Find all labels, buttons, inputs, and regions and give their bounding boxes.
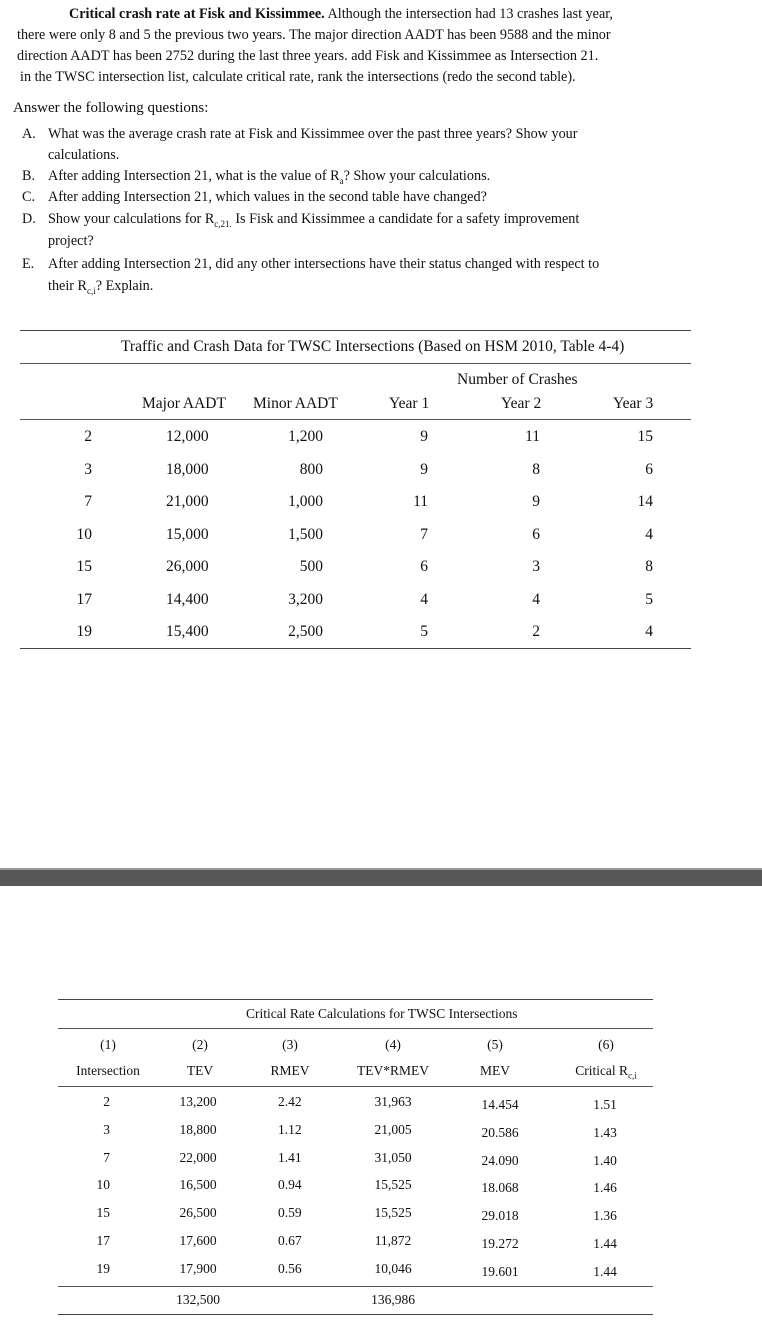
- table2-cell-tev: 16,500: [179, 1177, 217, 1193]
- table1-header-year3: Year 3: [613, 395, 654, 412]
- table1-cell-major: 14,400: [166, 590, 209, 608]
- table2-cell-crit: 1.36: [593, 1208, 617, 1224]
- table2-col-number: (6): [598, 1037, 614, 1052]
- table1-cell-y3: 14: [637, 493, 653, 510]
- question-d-letter: D.: [22, 211, 36, 227]
- problem-title: Critical crash rate at Fisk and Kissimmee.: [69, 6, 325, 22]
- table2-cell-id: 10: [96, 1177, 110, 1193]
- table2-cell-id: 3: [103, 1121, 110, 1137]
- table1-cell-y2: 9: [532, 493, 540, 510]
- table2-cell-id: 2: [103, 1094, 110, 1109]
- table2-col-label: MEV: [480, 1063, 510, 1078]
- table2-cell-mev: 29.018: [481, 1208, 519, 1224]
- question-a-text: What was the average crash rate at Fisk and Kissimmee over the past three years? Show your: [48, 126, 578, 142]
- table2-col-label: TEV: [186, 1063, 214, 1078]
- question-e-text-cont: their $R_{c,i}$? Explain.: [48, 278, 154, 296]
- table2-title-rule: [58, 1028, 653, 1029]
- table1-cell-minor: 3,200: [288, 590, 323, 608]
- table2-cell-rmev: 0.59: [278, 1205, 302, 1221]
- question-c-letter: C.: [22, 189, 36, 205]
- table2-cell-tev: 22,000: [179, 1149, 217, 1165]
- table2-cell-mev: 18.068: [481, 1180, 519, 1196]
- table1-cell-minor: 800: [299, 460, 323, 478]
- table2-cell-rmev: 2.42: [278, 1094, 302, 1109]
- table2-cell-id: 17: [96, 1233, 110, 1248]
- problem-text: Although the intersection had 13 crashes last year,: [327, 6, 613, 22]
- table2-col-number: (2): [192, 1037, 208, 1052]
- table2-cell-prod: 11,872: [374, 1233, 412, 1248]
- table2-title: Critical Rate Calculations for TWSC Intersections: [246, 1006, 518, 1021]
- table1-cell-minor: 1,000: [288, 493, 323, 510]
- table2-cell-rmev: 0.56: [278, 1260, 302, 1276]
- table1-cell-y1: 5: [420, 623, 428, 640]
- table2-cell-tev: 26,500: [179, 1205, 217, 1221]
- problem-line-2: there were only 8 and 5 the previous two years. The major direction AADT has been 9588 and the minor: [17, 27, 611, 43]
- table2-col-label: TEV*RMEV: [357, 1063, 429, 1078]
- table1-cell-minor: 1,200: [288, 428, 323, 445]
- table2-col-label: RMEV: [270, 1063, 310, 1078]
- problem-line-1: [69, 4, 613, 24]
- table2-total-rule: [58, 1286, 653, 1287]
- table1-cell-y3: 4: [645, 525, 653, 543]
- table1-cell-minor: 500: [299, 558, 323, 575]
- table1-cell-y2: 11: [525, 428, 540, 445]
- table1-cell-id: 2: [84, 428, 92, 445]
- table1-cell-y2: 4: [532, 590, 540, 608]
- table2-top-rule: [58, 999, 653, 1000]
- table1-cell-y2: 8: [532, 460, 540, 478]
- table2-cell-prod: 10,046: [374, 1260, 412, 1276]
- table2-cell-id: 19: [96, 1260, 110, 1276]
- question-c-text: After adding Intersection 21, which values in the second table have changed?: [48, 189, 487, 205]
- question-d-text: Show your calculations for $R_{c,21.}$ Is Fisk and Kissimmee a candidate for a safety improvement: [48, 211, 580, 229]
- question-b-text: After adding Intersection 21, what is the value of $R_a$? Show your calculations.: [48, 168, 491, 186]
- table1-cell-y3: 8: [645, 558, 653, 575]
- table2-col-number: (4): [385, 1037, 401, 1052]
- table2-cell-prod: 31,963: [374, 1094, 412, 1109]
- table1-cell-id: 17: [76, 590, 92, 608]
- table2-cell-rmev: 0.94: [278, 1177, 302, 1193]
- table2-cell-prod: 21,005: [374, 1121, 412, 1137]
- table1-cell-y3: 6: [645, 460, 653, 478]
- table1-header-year2: Year 2: [501, 395, 542, 412]
- problem-line-4: in the TWSC intersection list, calculate critical rate, rank the intersections (redo the second table).: [20, 69, 576, 85]
- table1-bottom-rule: [20, 648, 691, 649]
- table1-cell-minor: 1,500: [288, 525, 323, 543]
- table1-cell-y2: 2: [532, 623, 540, 640]
- table1-cell-y1: 9: [420, 460, 428, 478]
- table1-header-major: Major AADT: [142, 395, 226, 412]
- table1-title: Traffic and Crash Data for TWSC Intersections (Based on HSM 2010, Table 4-4): [121, 338, 625, 355]
- problem-line-3: direction AADT has been 2752 during the last three years. add Fisk and Kissimmee as Intersection 21.: [17, 48, 599, 64]
- table2-cell-tev: 18,800: [179, 1121, 217, 1137]
- table1-cell-minor: 2,500: [288, 623, 323, 640]
- table2-cell-rmev: 0.67: [278, 1233, 302, 1248]
- table2-col-label: Intersection: [76, 1063, 140, 1078]
- table1-top-rule: [20, 330, 691, 331]
- question-e-letter: E.: [22, 256, 35, 272]
- table2-cell-prod: 15,525: [374, 1205, 412, 1221]
- table1-cell-major: 26,000: [166, 558, 209, 575]
- table1-title-rule: [20, 363, 691, 364]
- table1-cell-y1: 9: [420, 428, 428, 445]
- table1-cell-major: 18,000: [166, 460, 209, 478]
- table1-cell-major: 12,000: [166, 428, 209, 445]
- table2-col-number: (3): [282, 1037, 298, 1052]
- table2-cell-crit: 1.46: [593, 1180, 617, 1196]
- table2-col-number: (5): [487, 1037, 503, 1052]
- table2-cell-crit: 1.51: [593, 1097, 617, 1112]
- table1-cell-major: 15,400: [166, 623, 209, 640]
- separator-band: [0, 870, 762, 886]
- table1-cell-y1: 11: [413, 493, 428, 510]
- table2-cell-crit: 1.43: [593, 1124, 617, 1140]
- table2-cell-crit: 1.44: [593, 1263, 617, 1279]
- table2-cell-rmev: 1.12: [278, 1121, 302, 1137]
- question-a-text-cont: calculations.: [48, 147, 120, 163]
- table1-cell-major: 21,000: [166, 493, 209, 510]
- table2-cell-mev: 19.601: [481, 1263, 519, 1279]
- table1-header-year1: Year 1: [389, 395, 430, 412]
- table2-cell-rmev: 1.41: [278, 1149, 302, 1165]
- table2-total-prod: 136,986: [371, 1292, 415, 1307]
- table1-cell-y1: 7: [420, 525, 428, 543]
- table2-col-number: (1): [100, 1037, 116, 1052]
- question-b-letter: B.: [22, 168, 36, 184]
- question-e-text: After adding Intersection 21, did any other intersections have their status changed with respect to: [48, 256, 600, 272]
- table2-cell-tev: 13,200: [179, 1094, 217, 1109]
- table1-cell-id: 19: [76, 623, 92, 640]
- table1-cell-y3: 15: [637, 428, 653, 445]
- question-a-letter: A.: [22, 126, 36, 142]
- table1-cell-y3: 5: [645, 590, 653, 608]
- table2-cell-tev: 17,600: [179, 1233, 217, 1248]
- table2-header-rule: [58, 1086, 653, 1087]
- table1-cell-y2: 6: [532, 525, 540, 543]
- table1-group-header: Number of Crashes: [457, 371, 578, 388]
- table2-cell-tev: 17,900: [179, 1260, 217, 1276]
- table2-cell-id: 15: [96, 1205, 110, 1221]
- table2-cell-crit: 1.44: [593, 1236, 617, 1251]
- table2-cell-id: 7: [103, 1149, 110, 1165]
- table1-cell-id: 15: [76, 558, 92, 575]
- table2-bottom-rule: [58, 1314, 653, 1315]
- table2-cell-mev: 24.090: [481, 1152, 519, 1168]
- table1-cell-id: 3: [84, 460, 92, 478]
- table1-header-rule: [20, 419, 691, 420]
- questions-heading: Answer the following questions:: [13, 100, 209, 116]
- table2-cell-mev: 20.586: [481, 1124, 519, 1140]
- table2-cell-crit: 1.40: [593, 1152, 617, 1168]
- table2-col-label: Critical $R_{c,i}$: [575, 1063, 637, 1081]
- table1-cell-y3: 4: [645, 623, 653, 640]
- table2-cell-prod: 15,525: [374, 1177, 412, 1193]
- table2-cell-prod: 31,050: [374, 1149, 412, 1165]
- table1-cell-id: 10: [76, 525, 92, 543]
- table2-cell-mev: 14.454: [481, 1097, 519, 1112]
- table1-cell-y1: 4: [420, 590, 428, 608]
- table1-cell-y2: 3: [532, 558, 540, 575]
- table2-cell-mev: 19.272: [481, 1236, 519, 1251]
- table1-cell-y1: 6: [420, 558, 428, 575]
- table1-header-minor: Minor AADT: [253, 395, 338, 412]
- table1-cell-major: 15,000: [166, 525, 209, 543]
- question-d-text-cont: project?: [48, 233, 94, 249]
- table1-cell-id: 7: [84, 493, 92, 510]
- table2-total-tev: 132,500: [176, 1292, 220, 1307]
